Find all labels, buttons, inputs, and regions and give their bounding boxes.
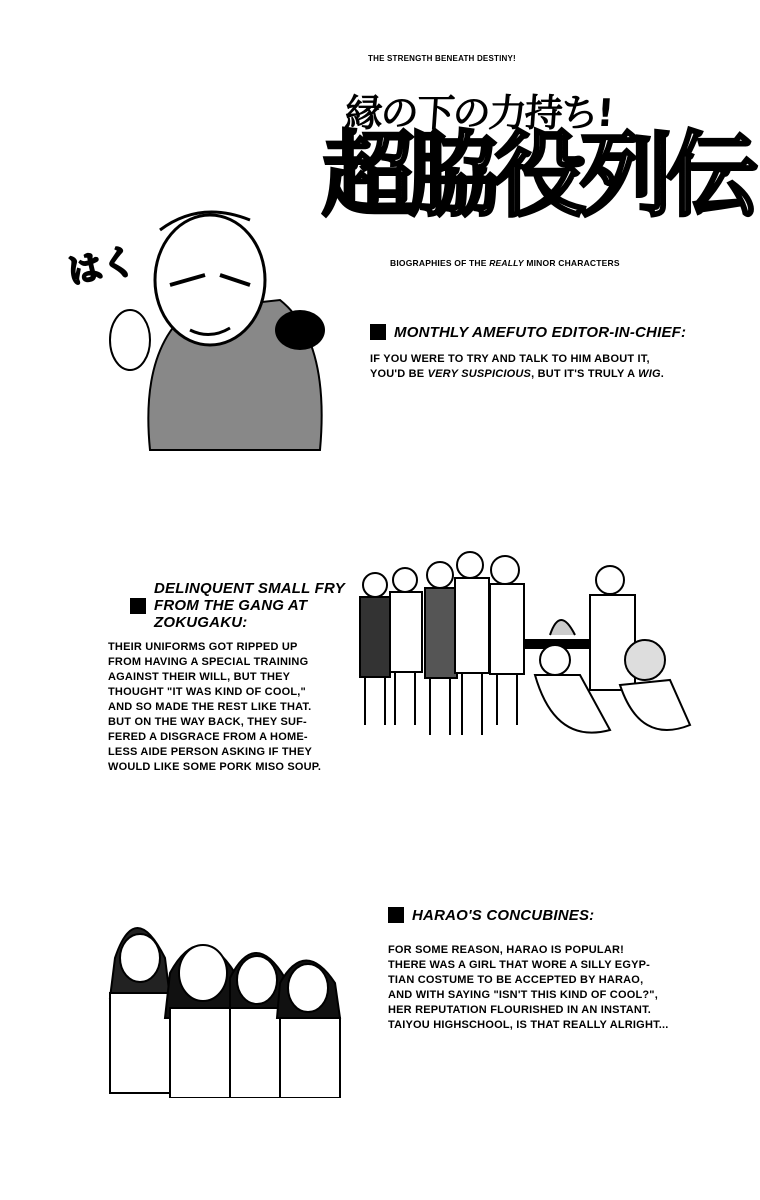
heading-line: FROM THE GANG AT xyxy=(154,597,308,614)
bullet-square-icon xyxy=(388,907,404,923)
concubines-illustration xyxy=(95,898,365,1098)
body-line xyxy=(370,367,664,382)
body-line: FOR SOME REASON, HARAO IS POPULAR! xyxy=(388,944,624,956)
section-body-delinquents xyxy=(108,640,321,775)
section-heading-delinquents xyxy=(130,580,345,631)
section-heading-editor xyxy=(370,324,686,341)
japanese-subtitle: 縁の下の力持ち! xyxy=(343,91,614,135)
delinquents-illustration xyxy=(350,545,700,750)
subtitle-emphasis: REALLY xyxy=(489,258,524,268)
body-line: THOUGHT "IT WAS KIND OF COOL," xyxy=(108,686,306,698)
body-line: AGAINST THEIR WILL, BUT THEY xyxy=(108,671,291,683)
body-text: YOU'D BE xyxy=(370,368,428,380)
body-line: AND WITH SAYING "ISN'T THIS KIND OF COOL?", xyxy=(388,989,658,1001)
body-emphasis: WIG xyxy=(638,368,661,380)
bullet-square-icon xyxy=(370,324,386,340)
body-line: THEIR UNIFORMS GOT RIPPED UP xyxy=(108,641,298,653)
body-line: TIAN COSTUME TO BE ACCEPTED BY HARAO, xyxy=(388,974,644,986)
body-emphasis: VERY SUSPICIOUS xyxy=(427,368,532,380)
section-body-editor xyxy=(370,352,664,382)
section-heading-concubines xyxy=(388,907,594,924)
subtitle-text: MINOR CHARACTERS xyxy=(523,258,620,268)
body-line: THERE WAS A GIRL THAT WORE A SILLY EGYP- xyxy=(388,959,651,971)
body-line: FROM HAVING A SPECIAL TRAINING xyxy=(108,656,309,668)
heading-text xyxy=(154,580,345,631)
body-line: IF YOU WERE TO TRY AND TALK TO HIM ABOUT IT, xyxy=(370,353,650,365)
heading-text: MONTHLY AMEFUTO EDITOR-IN-CHIEF: xyxy=(394,324,687,341)
editor-in-chief-illustration xyxy=(60,200,340,465)
title-tagline: THE STRENGTH BENEATH DESTINY! xyxy=(368,54,516,63)
japanese-title: 超脇役列伝 xyxy=(322,122,753,229)
bullet-square-icon xyxy=(130,598,146,614)
body-text: , BUT IT'S TRULY A xyxy=(531,368,639,380)
body-line: LESS AIDE PERSON ASKING IF THEY xyxy=(108,746,313,758)
heading-line: DELINQUENT SMALL FRY xyxy=(154,580,345,597)
subtitle-text: BIOGRAPHIES OF THE xyxy=(390,258,490,268)
body-line: HER REPUTATION FLOURISHED IN AN INSTANT. xyxy=(388,1004,652,1016)
body-line: BUT ON THE WAY BACK, THEY SUF- xyxy=(108,716,307,728)
heading-line: ZOKUGAKU: xyxy=(154,614,248,631)
body-text: . xyxy=(660,368,664,380)
body-line: WOULD LIKE SOME PORK MISO SOUP. xyxy=(108,761,322,773)
section-body-concubines xyxy=(388,943,669,1033)
body-line: FERED A DISGRACE FROM A HOME- xyxy=(108,731,308,743)
title-subtitle xyxy=(390,258,620,268)
body-line: AND SO MADE THE REST LIKE THAT. xyxy=(108,701,312,713)
body-line: TAIYOU HIGHSCHOOL, IS THAT REALLY ALRIGHT... xyxy=(388,1019,669,1031)
sfx-text: はく xyxy=(64,241,139,293)
heading-text: HARAO'S CONCUBINES: xyxy=(412,907,595,924)
